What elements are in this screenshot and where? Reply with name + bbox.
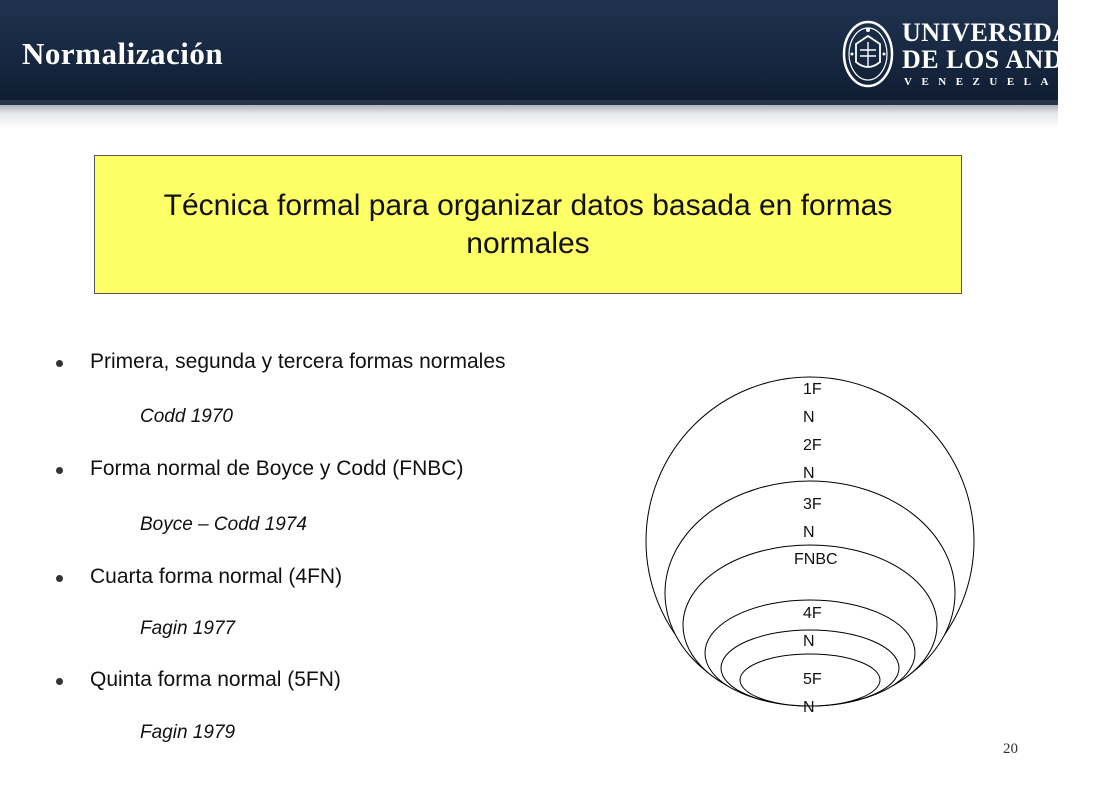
ring-label-5fn: 5FN: [803, 671, 822, 716]
list-item-note: Fagin 1977: [140, 618, 236, 639]
bullet-icon: [56, 678, 63, 685]
list-item-label: Forma normal de Boyce y Codd (FNBC): [90, 457, 464, 480]
ring-label-fnbc: FNBC: [794, 551, 838, 568]
list-item-label: Cuarta forma normal (4FN): [90, 565, 343, 588]
university-seal-icon: [838, 14, 898, 94]
list-item-note: Boyce – Codd 1974: [140, 514, 307, 535]
normal-forms-diagram: [640, 360, 980, 720]
bullet-icon: [56, 467, 63, 474]
list-item-label: Quinta forma normal (5FN): [90, 668, 341, 691]
slide-number: 20: [1003, 741, 1018, 757]
definition-box: [94, 155, 962, 294]
list-item-label: Primera, segunda y tercera formas normales: [90, 350, 506, 373]
bullet-icon: [56, 575, 63, 582]
ring-label-3fn: 3FN: [803, 496, 822, 541]
header-shadow: [0, 100, 1058, 128]
logo-text-line2: DE LOS ANDES: [902, 45, 1096, 74]
university-logo: [838, 14, 1096, 94]
ring-label-1fn: 1FN: [803, 381, 822, 426]
list-item-note: Codd 1970: [140, 406, 233, 427]
list-item: [56, 350, 506, 374]
logo-text-line3: VENEZUELA: [904, 76, 1058, 88]
list-item: [56, 565, 342, 589]
definition-text: Técnica formal para organizar datos basada en formas normales: [163, 188, 893, 260]
page-title: Normalización: [22, 36, 224, 71]
list-item: [56, 457, 463, 481]
list-item: [56, 668, 341, 692]
logo-text-line1: UNIVERSIDAD: [902, 18, 1091, 47]
ring-label-4fn: 4FN: [803, 605, 822, 650]
ring-label-2fn: 2FN: [803, 437, 822, 482]
bullet-icon: [56, 360, 63, 367]
list-item-note: Fagin 1979: [140, 722, 236, 743]
